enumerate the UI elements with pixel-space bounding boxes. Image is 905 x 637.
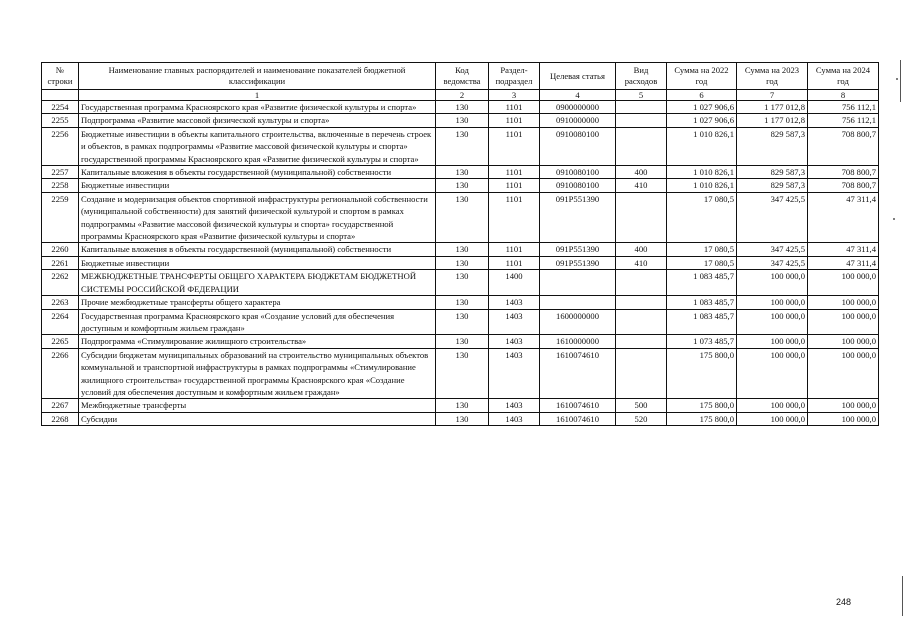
scan-edge-mark bbox=[902, 576, 903, 616]
row-number: 2268 bbox=[42, 412, 79, 425]
section-code: 1403 bbox=[489, 309, 540, 335]
header-expense-type: Вид расходов bbox=[616, 63, 667, 90]
sum-2024: 100 000,0 bbox=[808, 348, 879, 399]
row-number: 2257 bbox=[42, 166, 79, 179]
sum-2022: 175 800,0 bbox=[667, 399, 737, 412]
indicator-name: Подпрограмма «Стимулирование жилищного строительства» bbox=[79, 335, 436, 348]
section-code: 1101 bbox=[489, 166, 540, 179]
target-article: 0910080100 bbox=[540, 127, 616, 165]
expense-type: 400 bbox=[616, 243, 667, 256]
department-code: 130 bbox=[436, 166, 489, 179]
department-code: 130 bbox=[436, 399, 489, 412]
section-code: 1400 bbox=[489, 270, 540, 296]
section-code: 1403 bbox=[489, 335, 540, 348]
scan-dot bbox=[896, 78, 898, 80]
sum-2023: 100 000,0 bbox=[737, 348, 808, 399]
indicator-name: Бюджетные инвестиции в объекты капитального строительства, включенные в перечень строек и объектов, в рамках подпрограммы «Развитие массовой физической культуры и спорта» государственной программы Красноярского края «Развитие физической культуры и спорта» bbox=[79, 127, 436, 165]
expense-type: 410 bbox=[616, 179, 667, 192]
indicator-name: Прочие межбюджетные трансферты общего характера bbox=[79, 296, 436, 309]
table-row bbox=[42, 335, 879, 348]
column-number: 6 bbox=[667, 90, 737, 101]
sum-2022: 1 083 485,7 bbox=[667, 296, 737, 309]
sum-2024: 100 000,0 bbox=[808, 270, 879, 296]
sum-2022: 1 083 485,7 bbox=[667, 270, 737, 296]
column-number: 2 bbox=[436, 90, 489, 101]
target-article: 1610074610 bbox=[540, 399, 616, 412]
row-number: 2260 bbox=[42, 243, 79, 256]
sum-2024: 756 112,1 bbox=[808, 101, 879, 114]
expense-type bbox=[616, 192, 667, 243]
column-number: 8 bbox=[808, 90, 879, 101]
indicator-name: МЕЖБЮДЖЕТНЫЕ ТРАНСФЕРТЫ ОБЩЕГО ХАРАКТЕРА БЮДЖЕТАМ БЮДЖЕТНОЙ СИСТЕМЫ РОССИЙСКОЙ ФЕДЕРАЦИИ bbox=[79, 270, 436, 296]
section-code: 1101 bbox=[489, 127, 540, 165]
indicator-name: Бюджетные инвестиции bbox=[79, 256, 436, 269]
sum-2023: 100 000,0 bbox=[737, 335, 808, 348]
section-code: 1101 bbox=[489, 179, 540, 192]
row-number: 2266 bbox=[42, 348, 79, 399]
department-code: 130 bbox=[436, 243, 489, 256]
sum-2024: 100 000,0 bbox=[808, 335, 879, 348]
indicator-name: Бюджетные инвестиции bbox=[79, 179, 436, 192]
sum-2022: 1 083 485,7 bbox=[667, 309, 737, 335]
indicator-name: Капитальные вложения в объекты государственной (муниципальной) собственности bbox=[79, 166, 436, 179]
sum-2022: 175 800,0 bbox=[667, 412, 737, 425]
section-code: 1403 bbox=[489, 348, 540, 399]
indicator-name: Субсидии bbox=[79, 412, 436, 425]
sum-2024: 47 311,4 bbox=[808, 192, 879, 243]
sum-2023: 347 425,5 bbox=[737, 192, 808, 243]
header-target-article: Целевая статья bbox=[540, 63, 616, 90]
table-row bbox=[42, 348, 879, 399]
sum-2023: 100 000,0 bbox=[737, 399, 808, 412]
indicator-name: Субсидии бюджетам муниципальных образований на строительство муниципальных объектов коммунальной и транспортной инфраструктуры в рамках подпрограммы «Стимулирование жилищного строительства» государственной программы Красноярского края «Создание условий для обеспечения доступным и комфортным жильем граждан» bbox=[79, 348, 436, 399]
expense-type: 410 bbox=[616, 256, 667, 269]
target-article: 0910080100 bbox=[540, 179, 616, 192]
sum-2024: 100 000,0 bbox=[808, 399, 879, 412]
sum-2024: 708 800,7 bbox=[808, 166, 879, 179]
target-article: 1610074610 bbox=[540, 348, 616, 399]
header-indicator-name: Наименование главных распорядителей и наименование показателей бюджетной классификации bbox=[79, 63, 436, 90]
section-code: 1101 bbox=[489, 114, 540, 127]
sum-2022: 1 073 485,7 bbox=[667, 335, 737, 348]
expense-type bbox=[616, 309, 667, 335]
column-number: 4 bbox=[540, 90, 616, 101]
section-code: 1403 bbox=[489, 399, 540, 412]
department-code: 130 bbox=[436, 348, 489, 399]
row-number: 2259 bbox=[42, 192, 79, 243]
table-row bbox=[42, 309, 879, 335]
target-article: 1600000000 bbox=[540, 309, 616, 335]
department-code: 130 bbox=[436, 309, 489, 335]
indicator-name: Государственная программа Красноярского края «Создание условий для обеспечения доступным и комфортным жильем граждан» bbox=[79, 309, 436, 335]
target-article: 091P551390 bbox=[540, 192, 616, 243]
column-number: 7 bbox=[737, 90, 808, 101]
sum-2022: 1 010 826,1 bbox=[667, 179, 737, 192]
target-article: 0900000000 bbox=[540, 101, 616, 114]
sum-2023: 100 000,0 bbox=[737, 412, 808, 425]
table-row bbox=[42, 256, 879, 269]
department-code: 130 bbox=[436, 192, 489, 243]
row-number: 2263 bbox=[42, 296, 79, 309]
target-article: 091P551390 bbox=[540, 256, 616, 269]
sum-2022: 17 080,5 bbox=[667, 256, 737, 269]
section-code: 1101 bbox=[489, 101, 540, 114]
sum-2023: 829 587,3 bbox=[737, 127, 808, 165]
table-row bbox=[42, 166, 879, 179]
sum-2024: 100 000,0 bbox=[808, 296, 879, 309]
sum-2024: 756 112,1 bbox=[808, 114, 879, 127]
indicator-name: Государственная программа Красноярского края «Развитие физической культуры и спорта» bbox=[79, 101, 436, 114]
column-number bbox=[42, 90, 79, 101]
budget-table bbox=[41, 62, 879, 426]
column-number-row bbox=[42, 90, 879, 101]
sum-2022: 1 010 826,1 bbox=[667, 127, 737, 165]
expense-type: 520 bbox=[616, 412, 667, 425]
sum-2023: 829 587,3 bbox=[737, 166, 808, 179]
expense-type bbox=[616, 335, 667, 348]
sum-2024: 708 800,7 bbox=[808, 179, 879, 192]
column-number: 1 bbox=[79, 90, 436, 101]
row-number: 2262 bbox=[42, 270, 79, 296]
table-body bbox=[42, 101, 879, 426]
target-article: 091P551390 bbox=[540, 243, 616, 256]
target-article: 1610074610 bbox=[540, 412, 616, 425]
row-number: 2258 bbox=[42, 179, 79, 192]
sum-2022: 1 027 906,6 bbox=[667, 101, 737, 114]
table-row bbox=[42, 114, 879, 127]
department-code: 130 bbox=[436, 127, 489, 165]
row-number: 2264 bbox=[42, 309, 79, 335]
table-row bbox=[42, 243, 879, 256]
page-number: 248 bbox=[836, 597, 852, 607]
department-code: 130 bbox=[436, 270, 489, 296]
indicator-name: Капитальные вложения в объекты государственной (муниципальной) собственности bbox=[79, 243, 436, 256]
target-article: 0910000000 bbox=[540, 114, 616, 127]
table-row bbox=[42, 412, 879, 425]
table-row bbox=[42, 270, 879, 296]
sum-2024: 708 800,7 bbox=[808, 127, 879, 165]
department-code: 130 bbox=[436, 256, 489, 269]
header-sum-2022: Сумма на 2022 год bbox=[667, 63, 737, 90]
expense-type bbox=[616, 101, 667, 114]
department-code: 130 bbox=[436, 412, 489, 425]
expense-type bbox=[616, 348, 667, 399]
expense-type: 400 bbox=[616, 166, 667, 179]
indicator-name: Создание и модернизация объектов спортивной инфраструктуры региональной собственности (муниципальной собственности) для занятий физической культурой и спортом в рамках подпрограммы «Развитие массовой физической культуры и спорта» государственной программы Красноярского края «Развитие физической культуры и спорта» bbox=[79, 192, 436, 243]
sum-2022: 17 080,5 bbox=[667, 243, 737, 256]
row-number: 2254 bbox=[42, 101, 79, 114]
header-department-code: Код ведомства bbox=[436, 63, 489, 90]
expense-type: 500 bbox=[616, 399, 667, 412]
target-article: 0910080100 bbox=[540, 166, 616, 179]
row-number: 2256 bbox=[42, 127, 79, 165]
sum-2024: 47 311,4 bbox=[808, 256, 879, 269]
section-code: 1101 bbox=[489, 256, 540, 269]
section-code: 1403 bbox=[489, 412, 540, 425]
row-number: 2267 bbox=[42, 399, 79, 412]
table-row bbox=[42, 127, 879, 165]
department-code: 130 bbox=[436, 114, 489, 127]
header-section: Раздел-подраздел bbox=[489, 63, 540, 90]
department-code: 130 bbox=[436, 101, 489, 114]
row-number: 2255 bbox=[42, 114, 79, 127]
expense-type bbox=[616, 270, 667, 296]
sum-2022: 175 800,0 bbox=[667, 348, 737, 399]
target-article bbox=[540, 270, 616, 296]
department-code: 130 bbox=[436, 296, 489, 309]
sum-2023: 1 177 012,8 bbox=[737, 114, 808, 127]
indicator-name: Подпрограмма «Развитие массовой физической культуры и спорта» bbox=[79, 114, 436, 127]
sum-2023: 100 000,0 bbox=[737, 309, 808, 335]
expense-type bbox=[616, 127, 667, 165]
table-row bbox=[42, 179, 879, 192]
expense-type bbox=[616, 296, 667, 309]
table-row bbox=[42, 399, 879, 412]
section-code: 1403 bbox=[489, 296, 540, 309]
sum-2022: 1 010 826,1 bbox=[667, 166, 737, 179]
sum-2023: 100 000,0 bbox=[737, 296, 808, 309]
sum-2023: 347 425,5 bbox=[737, 256, 808, 269]
scan-dot bbox=[893, 218, 895, 220]
sum-2023: 100 000,0 bbox=[737, 270, 808, 296]
department-code: 130 bbox=[436, 335, 489, 348]
sum-2023: 829 587,3 bbox=[737, 179, 808, 192]
header-sum-2024: Сумма на 2024 год bbox=[808, 63, 879, 90]
expense-type bbox=[616, 114, 667, 127]
sum-2024: 100 000,0 bbox=[808, 412, 879, 425]
sum-2023: 347 425,5 bbox=[737, 243, 808, 256]
column-number: 3 bbox=[489, 90, 540, 101]
sum-2024: 47 311,4 bbox=[808, 243, 879, 256]
indicator-name: Межбюджетные трансферты bbox=[79, 399, 436, 412]
sum-2022: 17 080,5 bbox=[667, 192, 737, 243]
sum-2022: 1 027 906,6 bbox=[667, 114, 737, 127]
sum-2024: 100 000,0 bbox=[808, 309, 879, 335]
scan-edge-mark bbox=[900, 60, 901, 102]
target-article bbox=[540, 296, 616, 309]
section-code: 1101 bbox=[489, 192, 540, 243]
header-sum-2023: Сумма на 2023 год bbox=[737, 63, 808, 90]
table-row bbox=[42, 296, 879, 309]
table-row bbox=[42, 101, 879, 114]
target-article: 1610000000 bbox=[540, 335, 616, 348]
section-code: 1101 bbox=[489, 243, 540, 256]
header-row bbox=[42, 63, 879, 90]
row-number: 2265 bbox=[42, 335, 79, 348]
column-number: 5 bbox=[616, 90, 667, 101]
table-row bbox=[42, 192, 879, 243]
row-number: 2261 bbox=[42, 256, 79, 269]
header-row-number: № строки bbox=[42, 63, 79, 90]
department-code: 130 bbox=[436, 179, 489, 192]
sum-2023: 1 177 012,8 bbox=[737, 101, 808, 114]
